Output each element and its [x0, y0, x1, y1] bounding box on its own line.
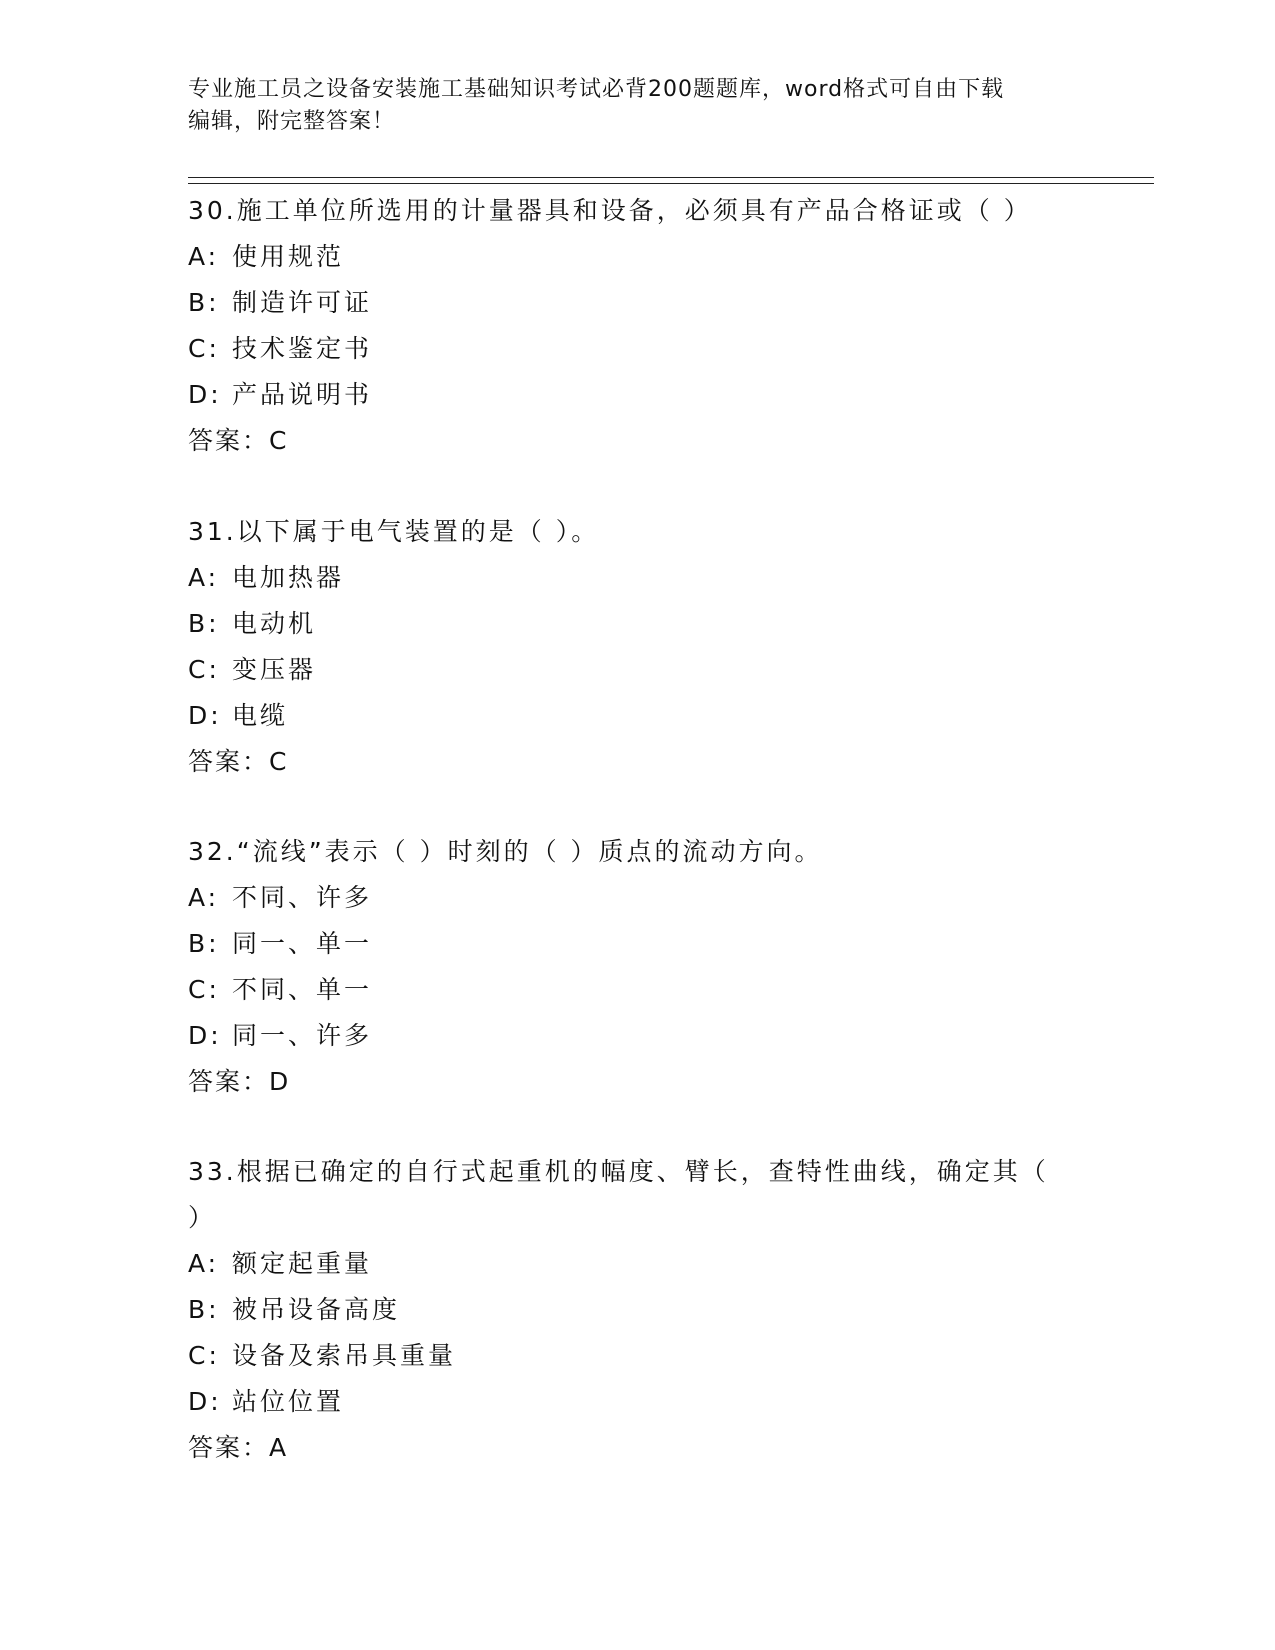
- header-line-2: 编辑，附完整答案！: [188, 109, 396, 134]
- option-key: A:: [188, 883, 220, 912]
- option-c: [188, 326, 1088, 372]
- option-text: 产品说明书: [232, 380, 373, 409]
- document-header: [188, 74, 1068, 138]
- option-key: B:: [188, 288, 220, 317]
- answer-line: 答案：D: [188, 1067, 291, 1096]
- option-text: 额定起重量: [232, 1249, 373, 1278]
- header-line-1: 专业施工员之设备安装施工基础知识考试必背200题题库，word格式可自由下载: [188, 77, 1005, 102]
- option-b: [188, 601, 1088, 647]
- header-divider-top: [188, 177, 1154, 178]
- option-text: 变压器: [232, 655, 317, 684]
- option-a: [188, 875, 1088, 921]
- answer-line: 答案：C: [188, 747, 289, 776]
- option-key: B:: [188, 929, 220, 958]
- question-32: [188, 829, 1088, 1105]
- option-text: 不同、单一: [232, 975, 373, 1004]
- option-b: [188, 921, 1088, 967]
- option-key: C:: [188, 334, 220, 363]
- question-stem: 32.“流线”表示（ ）时刻的（ ）质点的流动方向。: [188, 837, 823, 866]
- option-text: 同一、许多: [232, 1021, 373, 1050]
- option-d: [188, 1013, 1088, 1059]
- option-key: A:: [188, 242, 220, 271]
- option-text: 同一、单一: [232, 929, 373, 958]
- option-key: C:: [188, 1341, 220, 1370]
- option-key: C:: [188, 655, 220, 684]
- option-key: C:: [188, 975, 220, 1004]
- option-text: 被吊设备高度: [232, 1295, 401, 1324]
- header-divider-bottom: [188, 183, 1154, 184]
- option-key: D:: [188, 701, 222, 730]
- option-d: [188, 1379, 1088, 1425]
- option-c: [188, 967, 1088, 1013]
- option-key: B:: [188, 1295, 220, 1324]
- option-d: [188, 372, 1088, 418]
- question-stem-line-1: 33.根据已确定的自行式起重机的幅度、臂长，查特性曲线，确定其（: [188, 1157, 1049, 1186]
- option-text: 站位位置: [232, 1387, 345, 1416]
- option-text: 设备及索吊具重量: [232, 1341, 457, 1370]
- option-a: [188, 1241, 1088, 1287]
- option-key: A:: [188, 563, 220, 592]
- answer-line: 答案：A: [188, 1433, 289, 1462]
- option-text: 制造许可证: [232, 288, 373, 317]
- option-c: [188, 647, 1088, 693]
- option-key: D:: [188, 380, 222, 409]
- option-d: [188, 693, 1088, 739]
- question-30: [188, 188, 1088, 464]
- option-b: [188, 280, 1088, 326]
- option-a: [188, 234, 1088, 280]
- option-text: 技术鉴定书: [232, 334, 373, 363]
- option-key: D:: [188, 1387, 222, 1416]
- question-stem: 31.以下属于电气装置的是（ ）。: [188, 517, 600, 546]
- question-33: [188, 1149, 1088, 1471]
- question-31: [188, 509, 1088, 785]
- option-text: 使用规范: [232, 242, 345, 271]
- answer-line: 答案：C: [188, 426, 289, 455]
- option-key: B:: [188, 609, 220, 638]
- option-text: 不同、许多: [232, 883, 373, 912]
- option-key: D:: [188, 1021, 222, 1050]
- question-stem-line-2: ）: [188, 1203, 217, 1232]
- option-key: A:: [188, 1249, 220, 1278]
- question-stem: 30.施工单位所选用的计量器具和设备，必须具有产品合格证或（ ）: [188, 196, 1032, 225]
- option-text: 电加热器: [232, 563, 345, 592]
- option-a: [188, 555, 1088, 601]
- option-text: 电缆: [232, 701, 289, 730]
- option-text: 电动机: [232, 609, 317, 638]
- option-c: [188, 1333, 1088, 1379]
- option-b: [188, 1287, 1088, 1333]
